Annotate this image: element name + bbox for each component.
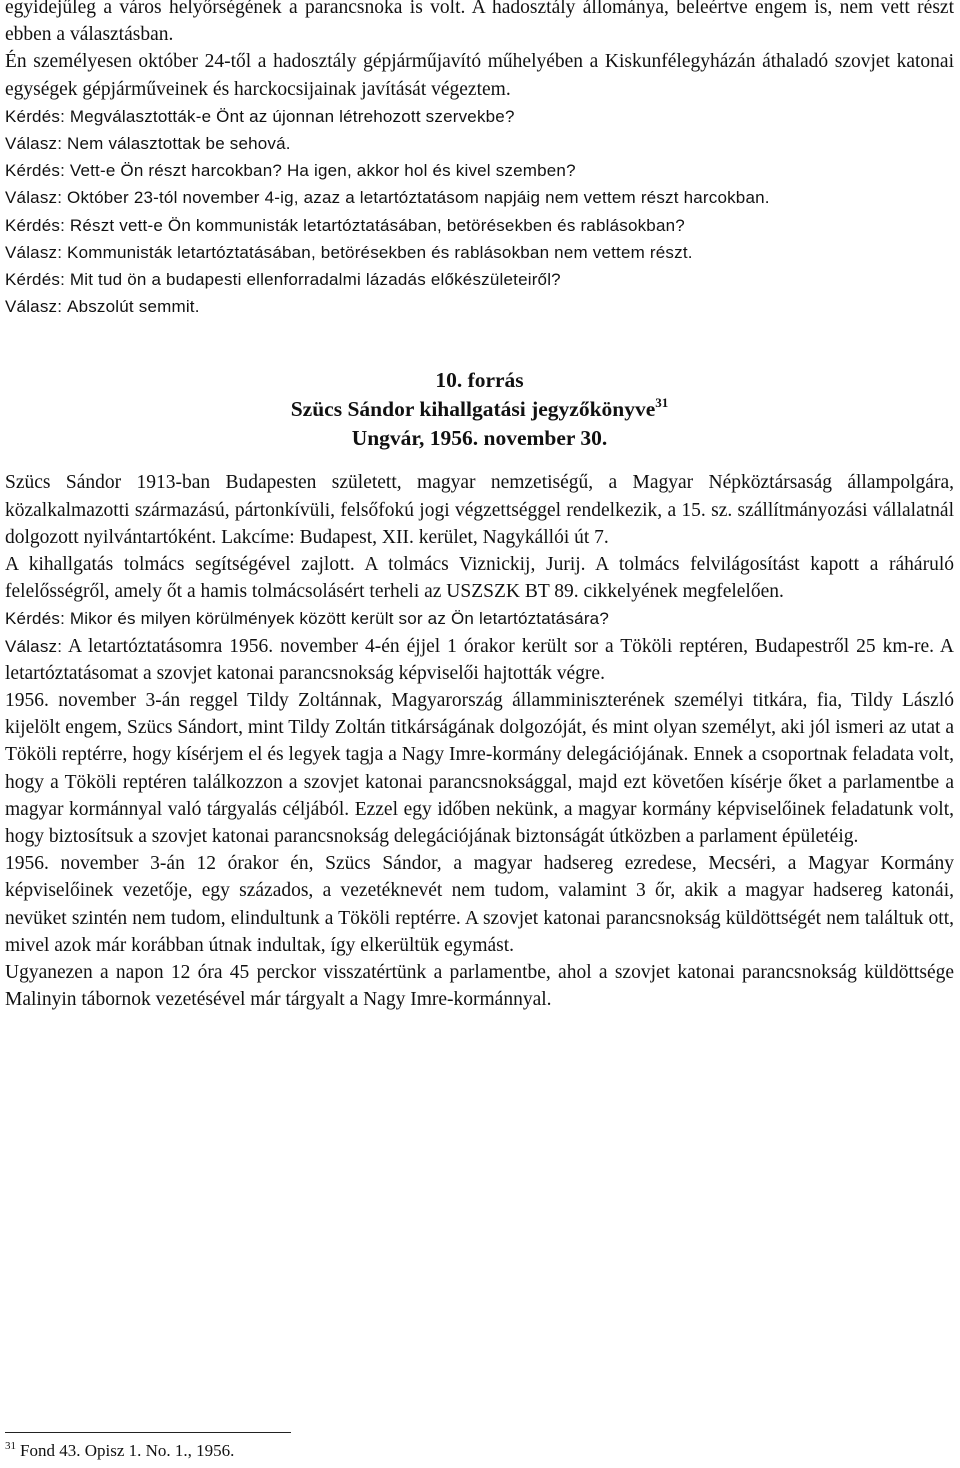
qa-text: Október 23-tól november 4-ig, azaz a letartóztatásom napjáig nem vettem részt harcokban. (67, 188, 770, 208)
qa-label: Válasz: (5, 297, 63, 317)
source-heading (5, 366, 954, 453)
qa-text: Mit tud ön a budapesti ellenforradalmi lázadás előkészületeiről? (69, 270, 561, 290)
qa-text: Abszolút semmit. (67, 297, 200, 317)
footnote-number: 31 (5, 1440, 16, 1452)
footnote (5, 1440, 234, 1462)
qa-answer-5 (5, 633, 954, 687)
source-place-date: Ungvár, 1956. november 30. (351, 426, 608, 451)
qa-question-5 (5, 605, 954, 632)
source-title-text: Szücs Sándor kihallgatási jegyzőkönyve (290, 397, 656, 422)
footnote-text: Fond 43. Opisz 1. No. 1., 1956. (20, 1441, 235, 1460)
qa-label: Válasz: (5, 636, 63, 656)
document-page (5, 0, 954, 1014)
footnote-divider (5, 1432, 291, 1433)
paragraph-bottom-2: 1956. november 3-án 12 órakor én, Szücs Sándor, a magyar hadsereg ezredese, Mecséri, a Magyar Kormány képviselőinek vezetője, egy százados, a vezetéknevét nem tudom, valamint 3 őr, akik a magyar hadsereg katonái, nevüket szintén nem tudom, elindultunk a Tököli reptérre. A szovjet katonai parancsnokság küldöttségét nem találtuk ott, mivel azok már korábban útnak indultak, így elkerültük egymást. (5, 853, 954, 956)
qa-text: Nem választottak be sehová. (67, 134, 291, 154)
qa-label: Kérdés: (5, 609, 65, 629)
qa-label: Válasz: (5, 134, 63, 154)
qa-question-3 (5, 212, 954, 239)
qa-answer-4 (5, 293, 954, 320)
qa-text: Kommunisták letartóztatásában, betörésekben és rablásokban nem vettem részt. (67, 242, 693, 262)
paragraph-top-2: Én személyesen október 24-től a hadosztály gépjárműjavító műhelyében a Kiskunfélegyházán áthaladó szovjet katonai egységek gépjárműveinek és harckocsijainak javítását végeztem. (5, 51, 954, 100)
qa-answer-3 (5, 239, 954, 266)
qa-question-1 (5, 103, 954, 130)
qa-text: Mikor és milyen körülmények között került sor az Ön letartóztatására? (69, 609, 609, 629)
qa-question-2 (5, 157, 954, 184)
qa-text: A letartóztatásomra 1956. november 4-én éjjel 1 órakor került sor a Tököli reptéren, Budapestről 25 km-re. A letartóztatásomat a szovjet katonai parancsnokság képviselői hajtották végre. (5, 635, 954, 684)
qa-text: Vett-e Ön részt harcokban? Ha igen, akkor hol és kivel szemben? (69, 161, 576, 181)
paragraph-bio-2: A kihallgatás tolmács segítségével zajlott. A tolmács Viznickij, Jurij. A tolmács felvilágosítást kapott a ráháruló felelősségről, amely őt a hamis tolmácsolásért terheli az USZSZK BT 89. cikkelyének megfelelően. (5, 554, 954, 603)
qa-text: Részt vett-e Ön kommunisták letartóztatásában, betörésekben és rablásokban? (69, 215, 685, 235)
qa-label: Kérdés: (5, 215, 65, 235)
qa-answer-1 (5, 130, 954, 157)
paragraph-bio-1: Szücs Sándor 1913-ban Budapesten született, magyar nemzetiségű, a Magyar Népköztársaság állampolgára, közalkalmazotti származású, pártonkívüli, felsőfokú jogi végzettséggel rendelkezik, a 15. sz. szállítmányozási vállalatnál dolgozott nyilvántartóként. Lakcíme: Budapest, XII. kerület, Nagykállói út 7. (5, 472, 954, 548)
qa-text: Megválasztották-e Önt az újonnan létrehozott szervekbe? (69, 106, 515, 126)
qa-label: Válasz: (5, 242, 63, 262)
qa-question-4 (5, 266, 954, 293)
qa-label: Kérdés: (5, 106, 65, 126)
paragraph-bottom-3: Ugyanezen a napon 12 óra 45 perckor visszatértünk a parlamentbe, ahol a szovjet katonai parancsnokság küldöttsége Malinyin tábornok vezetésével már tárgyalt a Nagy Imre-kormánnyal. (5, 962, 954, 1011)
paragraph-bottom-1: 1956. november 3-án reggel Tildy Zoltánnak, Magyarország államminiszterének személyi titkára, fia, Tildy László kijelölt engem, Szücs Sándort, mint Tildy Zoltán titkárságának dolgozóját, és mint olyan személyt, aki jól ismeri az utat a Tököli reptérre, hogy kísérjem el és legyek tagja a Nagy Imre-kormány delegációjának. Ennek a csoportnak feladata volt, hogy a Tököli reptéren találkozzon a szovjet katonai parancsnoksággal, majd ezt követően kísérje őket a parlamentbe a magyar kormánnyal való tárgyalás céljából. Ezzel egy időben nekünk, a magyar kormány képviselőinek feladatunk volt, hogy biztosítsuk a szovjet katonai parancsnokság delegációjának biztonságát útközben a parlament épületéig. (5, 690, 954, 848)
source-number: 10. forrás (435, 368, 524, 393)
qa-answer-2 (5, 184, 954, 211)
qa-label: Kérdés: (5, 161, 65, 181)
qa-label: Kérdés: (5, 270, 65, 290)
footnote-ref[interactable]: 31 (655, 395, 669, 411)
source-title (5, 395, 954, 424)
paragraph-top-1: egyidejűleg a város helyőrségének a parancsnoka is volt. A hadosztály állománya, beleértve engem is, nem vett részt ebben a választásban. (5, 0, 954, 46)
qa-label: Válasz: (5, 188, 63, 208)
